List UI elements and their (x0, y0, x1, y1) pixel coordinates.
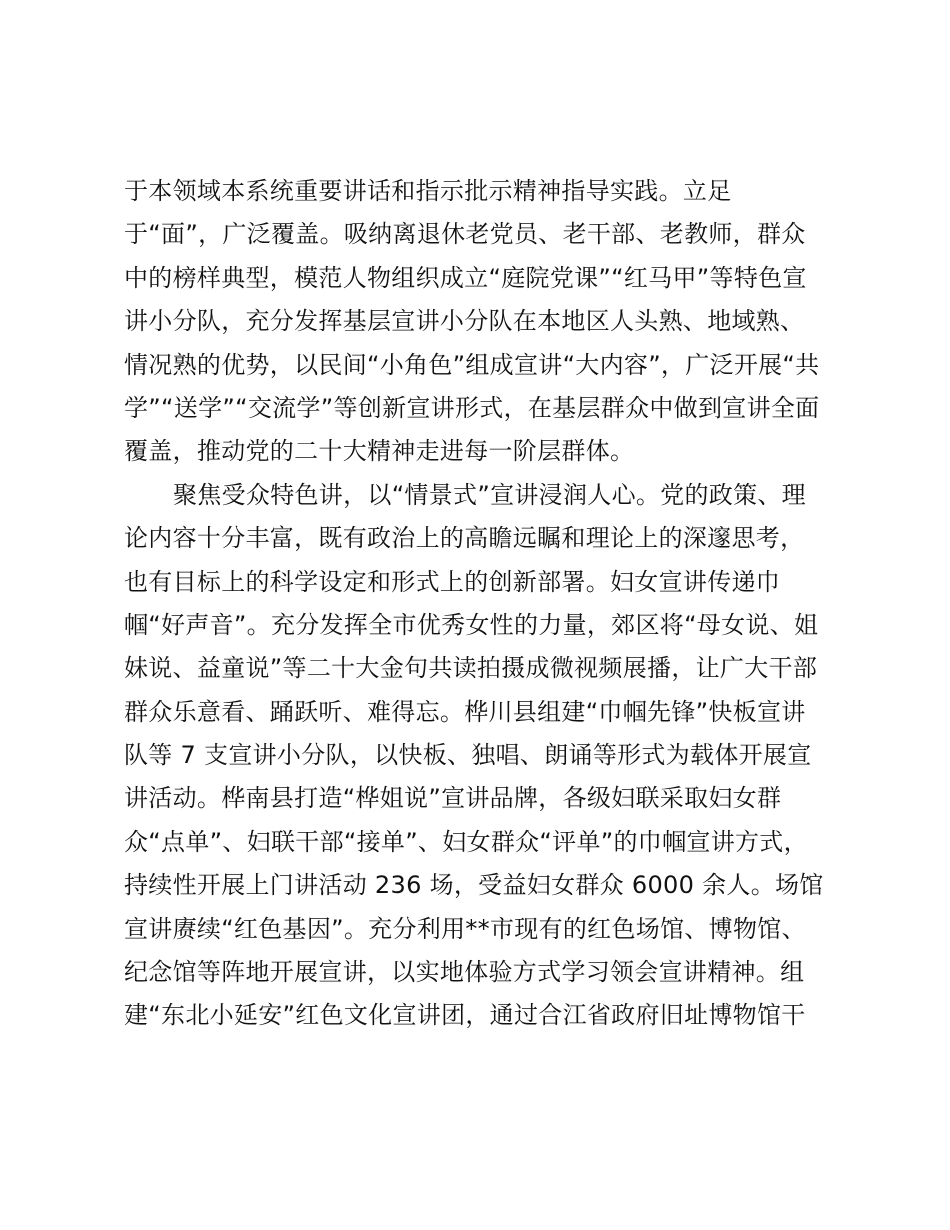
text-line: 于本领域本系统重要讲话和指示批示精神指导实践。立足 (124, 177, 732, 205)
text-line: 众“点单”、妇联干部“接单”、妇女群众“评单”的巾帼宣讲方式， (124, 827, 808, 856)
text-line: 情况熟的优势，以民间“小角色”组成宣讲“大内容”，广泛开展“共 (124, 350, 820, 379)
text-line: 持续性开展上门讲活动 236 场，受益妇女群众 6000 余人。场馆 (124, 871, 824, 900)
text-line: 中的榜样典型，模范人物组织成立“庭院党课”“红马甲”等特色宣 (124, 263, 807, 292)
text-line: 于“面”，广泛覆盖。吸纳离退休老党员、老干部、老教师，群众 (124, 220, 806, 249)
text-line: 队等 7 支宣讲小分队，以快板、独唱、朗诵等形式为载体开展宣 (124, 741, 812, 770)
text-line: 帼“好声音”。充分发挥全市优秀女性的力量，郊区将“母女说、姐 (124, 610, 819, 639)
text-line: 论内容十分丰富，既有政治上的高瞻远瞩和理论上的深邃思考， (124, 524, 805, 553)
text-line: 讲小分队，充分发挥基层宣讲小分队在本地区人头熟、地域熟、 (124, 307, 805, 336)
text-line: 学”“送学”“交流学”等创新宣讲形式，在基层群众中做到宣讲全面 (124, 393, 820, 422)
text-line: 纪念馆等阵地开展宣讲，以实地体验方式学习领会宣讲精神。组 (124, 958, 805, 987)
body-text (124, 170, 844, 1038)
text-line: 妹说、益童说”等二十大金句共读拍摄成微视频展播，让广大干部 (124, 654, 818, 683)
text-line: 宣讲赓续“红色基因”。充分利用**市现有的红色场馆、博物馆、 (124, 914, 806, 943)
text-line: 讲活动。桦南县打造“桦姐说”宣讲品牌，各级妇联采取妇女群 (124, 784, 782, 813)
text-line: 建“东北小延安”红色文化宣讲团，通过合江省政府旧址博物馆干 (124, 1001, 806, 1030)
text-line: 群众乐意看、踊跃听、难得忘。桦川县组建“巾帼先锋”快板宣讲 (124, 697, 806, 726)
text-line: 也有目标上的科学设定和形式上的创新部署。妇女宣讲传递巾 (124, 567, 781, 596)
text-line: 覆盖，推动党的二十大精神走进每一阶层群体。 (124, 437, 635, 466)
paragraph-start-line: 聚焦受众特色讲，以“情景式”宣讲浸润人心。党的政策、理 (173, 480, 806, 509)
